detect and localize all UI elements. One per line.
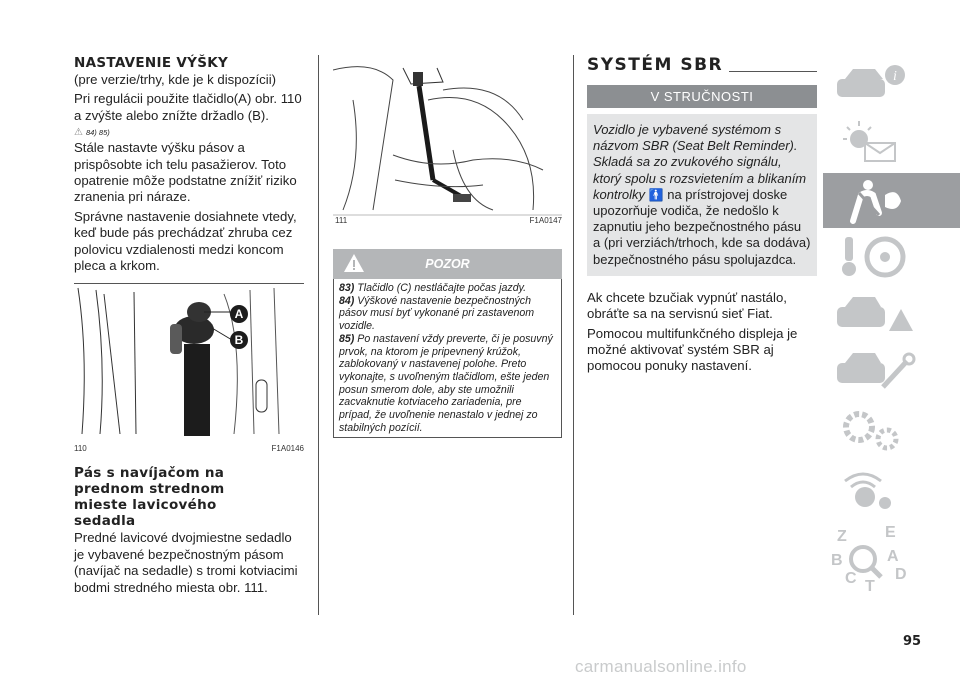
chapter-tab-index[interactable]: [823, 521, 960, 595]
paragraph: Pri regulácii použite tlačidlo(A) obr. 110 a zvýšte alebo znížte držadlo (B).: [74, 91, 302, 123]
summary-text: na prístrojovej doske upozorňuje vodiča, že nedošlo k zapnutiu jeho bezpečnostného pásu a (pri verziách/trhoch, kde sa dodáva) bezpečnostného pásu spolujazdca.: [593, 186, 811, 267]
multimedia-icon: [823, 463, 960, 518]
warning-lights-icon: [823, 115, 960, 170]
starting-driving-icon: [823, 231, 960, 286]
svg-text:Z: Z: [837, 528, 847, 545]
maintenance-icon: [823, 347, 960, 402]
seatbelt-warning-icon: 🚹: [648, 187, 664, 202]
svg-text:C: C: [845, 570, 857, 587]
refs-text: 84) 85): [85, 127, 110, 137]
warning-notes: [333, 279, 562, 438]
left-column: [74, 55, 304, 596]
watermark: carmanualsonline.info: [575, 657, 747, 676]
warning-title: POZOR: [425, 257, 470, 271]
figure-111: [333, 60, 562, 227]
paragraph: (pre verzie/trhy, kde je k dispozícii): [74, 72, 277, 87]
svg-text:i: i: [893, 69, 897, 84]
paragraph: Stále nastavte výšku pásov a prispôsobte ich telu pasažierov. Toto opatrenie môže podstatne znížiť riziko zranenia pri náraze.: [74, 140, 297, 205]
middle-column: [333, 60, 562, 438]
chapter-tab-emergency[interactable]: [823, 289, 960, 344]
svg-text:B: B: [831, 552, 843, 569]
safety-icon: [823, 173, 960, 228]
seatbelt-height-illustration: [74, 284, 304, 455]
center-seat-belt-illustration: [333, 60, 562, 227]
sbr-heading-row: [587, 55, 817, 75]
heading-rule: [729, 71, 817, 72]
summary-box-title: V STRUČNOSTI: [587, 85, 817, 108]
chapter-tab-technical[interactable]: [823, 405, 960, 460]
summary-italic: Vozidlo je vybavené systémom s názvom SBR (Seat Belt Reminder). Skladá sa zo zvukového signálu, ktorý spolu s rozsvietením a blikaním kontrolky: [593, 122, 807, 202]
chapter-tab-maintenance[interactable]: [823, 347, 960, 402]
car-info-icon: [823, 57, 960, 112]
svg-text:E: E: [885, 524, 896, 541]
column-divider: [573, 55, 574, 615]
figure-110: [74, 283, 304, 455]
technical-data-icon: [823, 405, 960, 460]
chapter-tab-multimedia[interactable]: [823, 463, 960, 518]
figure-code: F1A0146: [271, 444, 304, 454]
svg-text:A: A: [887, 548, 899, 565]
chapter-tab-safety[interactable]: [823, 173, 960, 228]
section-heading: NASTAVENIE VÝŠKY: [74, 55, 229, 71]
note: 83) Tlačidlo (C) nestláčajte počas jazdy.: [339, 282, 527, 294]
warning-icon: ⚠: [74, 126, 83, 138]
paragraph: Predné lavicové dvojmiestne sedadlo je vybavené bezpečnostným pásom (navíjač na sedadle) s tromi kotviacimi bodmi stredného miesta obr. 111.: [74, 530, 298, 595]
chapter-tab-warnings[interactable]: [823, 115, 960, 170]
figure-code: F1A0147: [529, 216, 562, 225]
page-number: 95: [903, 634, 922, 649]
svg-text:D: D: [895, 566, 907, 583]
column-divider: [318, 55, 319, 615]
warning-header: [333, 249, 562, 279]
callout-a: A: [234, 307, 244, 322]
warning-triangle-icon: [343, 253, 365, 278]
note: 84) Výškové nastavenie bezpečnostných pásov musí byť vykonané pri zastavenom vozidle.: [339, 294, 535, 333]
warning-refs: [74, 124, 304, 140]
subheading: Pás s navíjačom na prednom strednom mieste lavicového sedadla: [74, 465, 225, 530]
figure-number: 111: [335, 216, 348, 225]
svg-text:T: T: [865, 578, 875, 595]
paragraph: Ak chcete bzučiak vypnúť nastálo, obráťte sa na servisnú sieť Fiat.: [587, 289, 787, 322]
figure-number: 110: [74, 444, 87, 454]
paragraph: Pomocou multifunkčného displeja je možné aktivovať systém SBR aj pomocou ponuky nastavení.: [587, 325, 798, 374]
emergency-icon: [823, 289, 960, 344]
chapter-tab-starting[interactable]: [823, 231, 960, 286]
chapter-sidebar: [823, 57, 960, 617]
callout-b: B: [234, 333, 244, 348]
right-column: [587, 55, 817, 375]
chapter-tab-info[interactable]: [823, 57, 960, 112]
paragraph: Správne nastavenie dosiahnete vtedy, keď bude pás prechádzať zhruba cez polovicu vzdialenosti medzi koncom pleca a krkom.: [74, 208, 297, 274]
note: 85) Po nastavení vždy preverte, či je posuvný prvok, na ktorom je pripevnený krúžok, zablokovaný v nastavenej polohe. Preto vykonajte, s uvoľneným tlačidlom, ešte jeden posun smerom dole, aby ste umožnili zacvaknutie kotviaceho zariadenia, pre prípad, že uvoľnenie nenastalo v jednej zo stabilných pozícií.: [339, 332, 553, 434]
index-icon: [823, 521, 960, 601]
summary-box: [587, 114, 817, 276]
section-heading: SYSTÉM SBR: [587, 55, 724, 75]
